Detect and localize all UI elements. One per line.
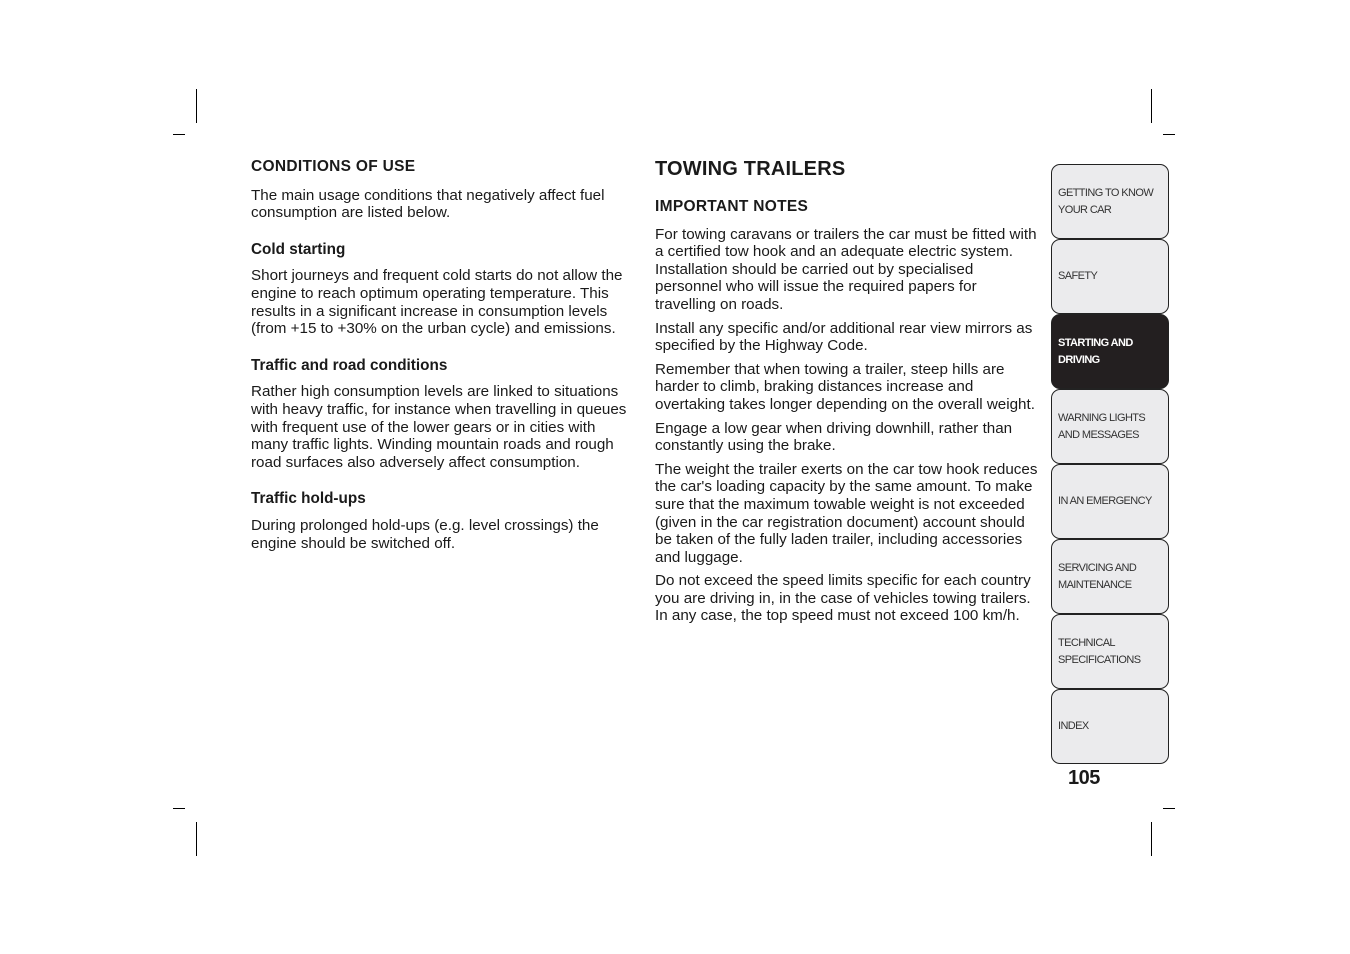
traffic-hold-ups-text: During prolonged hold-ups (e.g. level crossings) the engine should be switched off. bbox=[251, 516, 599, 552]
tab-starting-and-driving[interactable]: STARTING AND DRIVING bbox=[1051, 314, 1169, 389]
tab-warning-lights-and-messages[interactable]: WARNING LIGHTS AND MESSAGES bbox=[1051, 389, 1169, 464]
tab-getting-to-know-your-car[interactable]: GETTING TO KNOW YOUR CAR bbox=[1051, 164, 1169, 239]
important-notes-heading: IMPORTANT NOTES bbox=[655, 198, 809, 215]
towing-paragraph: Engage a low gear when driving downhill, rather than constantly using the brake. bbox=[655, 419, 1013, 455]
crop-mark-top-right-vertical bbox=[1151, 89, 1152, 123]
crop-mark-top-left-horizontal bbox=[173, 134, 185, 135]
tab-servicing-and-maintenance[interactable]: SERVICING AND MAINTENANCE bbox=[1051, 539, 1169, 614]
crop-mark-bottom-right-vertical bbox=[1151, 822, 1152, 856]
towing-trailers-heading: TOWING TRAILERS bbox=[655, 158, 846, 180]
crop-mark-top-left-vertical bbox=[196, 89, 197, 123]
traffic-road-conditions-title: Traffic and road conditions bbox=[251, 356, 448, 374]
conditions-of-use-heading: CONDITIONS OF USE bbox=[251, 158, 416, 175]
towing-paragraph: For towing caravans or trailers the car must be fitted with a certified tow hook and an adequate electric system. Installation should be carried out by specialised personnel who will issue the required papers for travelling on roads. bbox=[655, 225, 1037, 313]
cold-starting-text: Short journeys and frequent cold starts do not allow the engine to reach optimum operating temperature. This results in a significant increase in consumption levels (from +15 to +30% on the urban cycle) and emissions. bbox=[251, 267, 623, 338]
towing-paragraph: The weight the trailer exerts on the car tow hook reduces the car's loading capacity by the same amount. To make sure that the maximum towable weight is not exceeded (given in the car registration document) account should be taken of the fully laden trailer, including accessories and luggage. bbox=[655, 460, 1038, 566]
crop-mark-bottom-right-horizontal bbox=[1163, 808, 1175, 809]
traffic-hold-ups-title: Traffic hold-ups bbox=[251, 490, 366, 508]
towing-paragraph: Install any specific and/or additional rear view mirrors as specified by the Highway Code. bbox=[655, 319, 1033, 355]
crop-mark-top-right-horizontal bbox=[1163, 134, 1175, 135]
traffic-road-conditions-text: Rather high consumption levels are linked to situations with heavy traffic, for instance when travelling in queues with frequent use of the lower gears or in cities with many traffic lights. Winding mountain roads and rough road surfaces also adversely affect consumption. bbox=[251, 383, 627, 471]
tab-technical-specifications[interactable]: TECHNICAL SPECIFICATIONS bbox=[1051, 614, 1169, 689]
chapter-tabs bbox=[1051, 164, 1169, 764]
page-number: 105 bbox=[1068, 767, 1100, 789]
tab-in-an-emergency[interactable]: IN AN EMERGENCY bbox=[1051, 464, 1169, 539]
towing-trailers-column bbox=[655, 158, 1040, 625]
crop-mark-bottom-left-horizontal bbox=[173, 808, 185, 809]
conditions-of-use-column bbox=[251, 158, 633, 552]
cold-starting-title: Cold starting bbox=[251, 240, 346, 258]
tab-safety[interactable]: SAFETY bbox=[1051, 239, 1169, 314]
conditions-intro-text: The main usage conditions that negatively affect fuel consumption are listed below. bbox=[251, 186, 605, 222]
towing-paragraph: Do not exceed the speed limits specific for each country you are driving in, in the case of vehicles towing trailers. In any case, the top speed must not exceed 100 km/h. bbox=[655, 572, 1031, 625]
crop-mark-bottom-left-vertical bbox=[196, 822, 197, 856]
towing-paragraph: Remember that when towing a trailer, steep hills are harder to climb, braking distances increase and overtaking takes longer depending on the overall weight. bbox=[655, 360, 1035, 413]
tab-index[interactable]: INDEX bbox=[1051, 689, 1169, 764]
